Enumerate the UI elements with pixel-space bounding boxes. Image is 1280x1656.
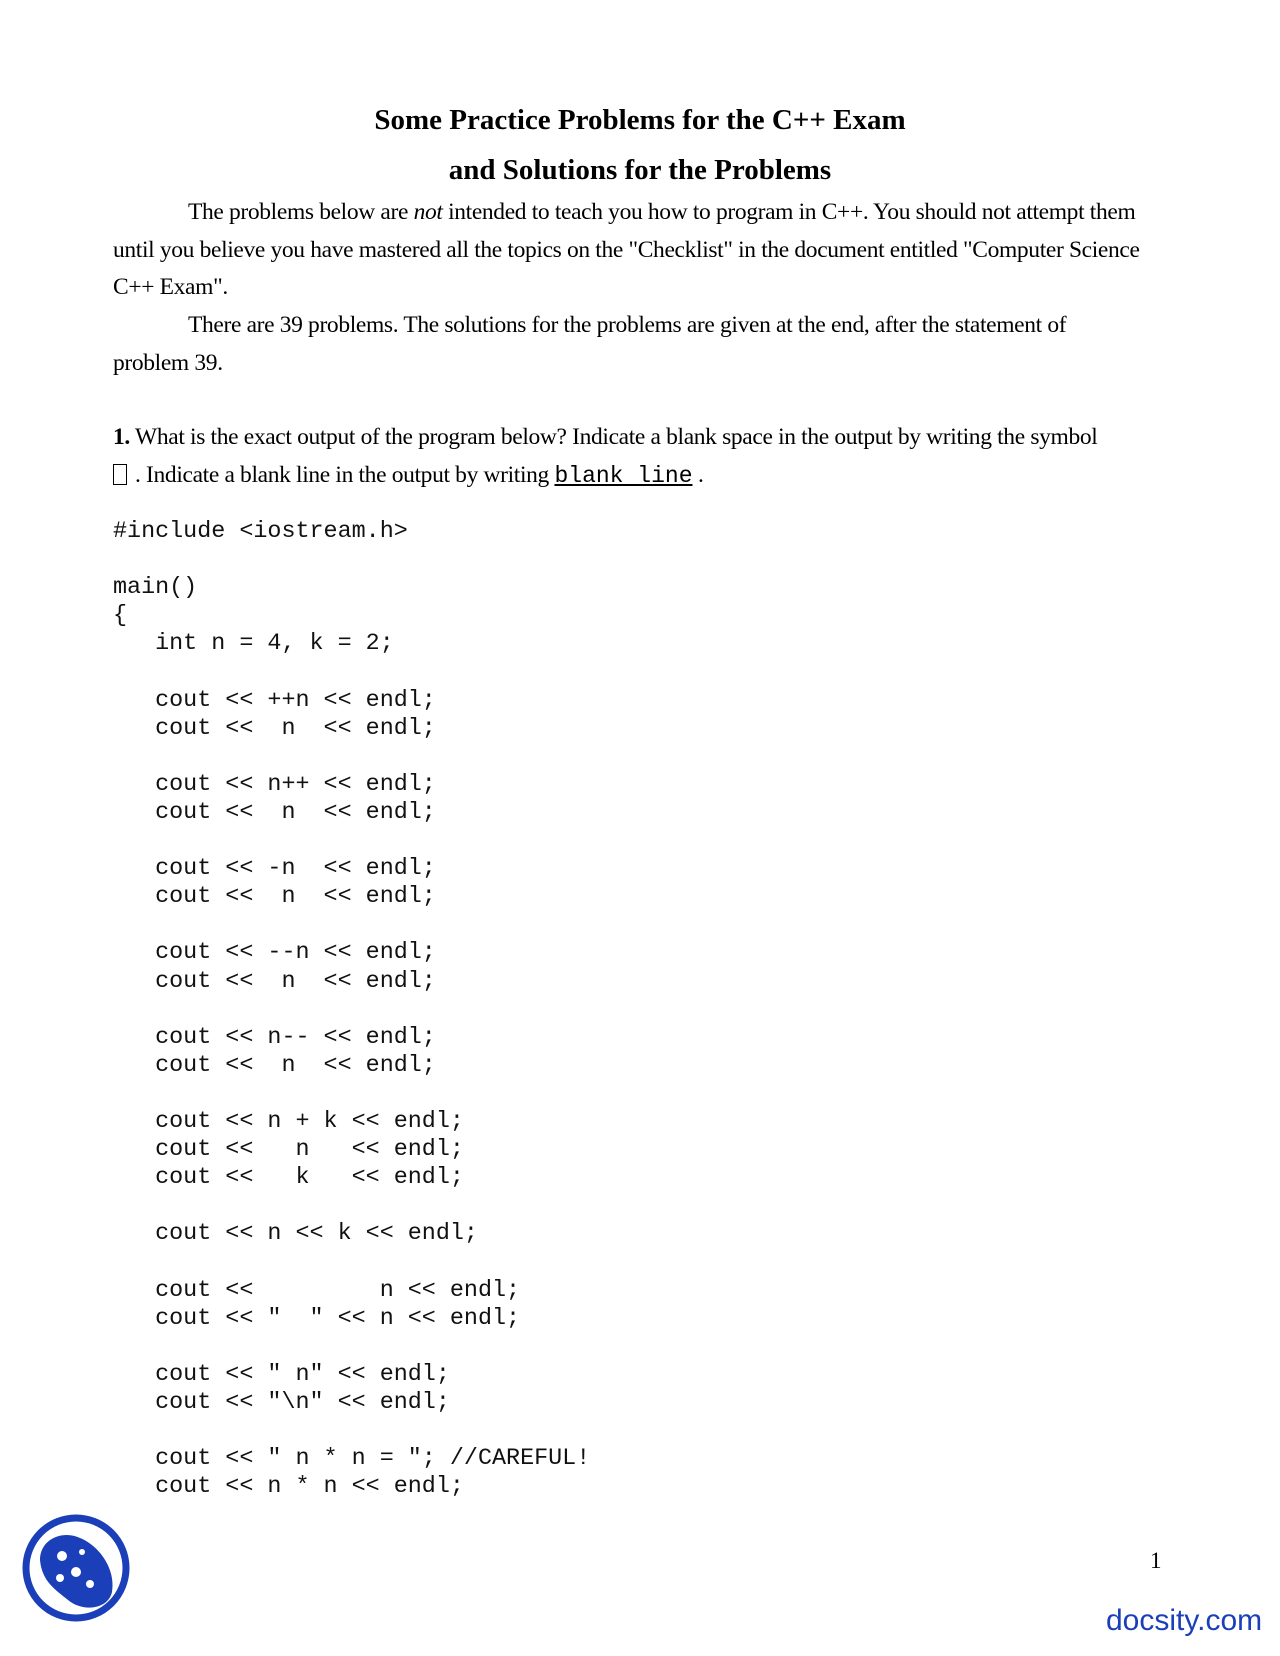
- code-line: [113, 1248, 590, 1276]
- code-line: cout << n++ << endl;: [113, 771, 436, 798]
- code-line: main(): [113, 575, 198, 602]
- code-line: cout << k << endl;: [113, 1165, 464, 1192]
- code-line: cout << n << k << endl;: [113, 1221, 478, 1248]
- problem-count-text: There are 39 problems. The solutions for the problems are given at the end, after the statement of problem 39.: [113, 312, 1067, 376]
- code-line: #include <iostream.h>: [113, 519, 408, 545]
- code-line: cout << --n << endl;: [113, 940, 436, 967]
- intro-text-end: intended to teach you how to program in C++. You should not attempt them until you believe you have mastered all the topics on the "Checklist" in the document entitled "Computer Science C++ Exam".: [113, 199, 1140, 300]
- problem-1-text-end: .: [692, 461, 704, 488]
- problem-count-paragraph: [113, 307, 1143, 382]
- code-line: cout << n << endl;: [113, 1137, 464, 1164]
- code-line: cout << n-- << endl;: [113, 1024, 436, 1051]
- code-line: [113, 827, 590, 855]
- code-line: cout << n << endl;: [113, 968, 436, 995]
- code-line: [113, 1192, 590, 1220]
- code-line: cout << "\n" << endl;: [113, 1389, 450, 1416]
- problem-1-statement: [113, 419, 1163, 495]
- problem-1-text-a: What is the exact output of the program below? Indicate a blank space in the output by writing the symbol: [129, 424, 1098, 450]
- intro-text-start: The problems below are: [188, 199, 414, 225]
- code-line: cout << -n << endl;: [113, 856, 436, 883]
- page-number: 1: [1150, 1548, 1162, 1573]
- code-line: {: [113, 603, 128, 630]
- code-line: cout << " " << n << endl;: [113, 1305, 521, 1332]
- code-line: int n = 4, k = 2;: [113, 631, 394, 658]
- problem-1-text-b: . Indicate a blank line in the output by writing: [135, 461, 555, 488]
- code-line: [113, 546, 590, 574]
- code-listing: [113, 518, 590, 1501]
- code-line: cout << " n * n = "; //CAREFUL!: [113, 1446, 591, 1473]
- intro-emphasis: not: [413, 199, 443, 225]
- code-line: [113, 996, 590, 1024]
- code-line: cout << n << endl;: [113, 1277, 521, 1304]
- document-title-line-1: Some Practice Problems for the C++ Exam: [374, 104, 906, 136]
- code-line: cout << n * n << endl;: [113, 1474, 464, 1501]
- code-line: [113, 658, 590, 686]
- code-line: [113, 911, 590, 939]
- code-line: cout << n << endl;: [113, 799, 436, 826]
- problem-1-number: 1.: [113, 424, 130, 450]
- blank-space-symbol-icon: [113, 464, 127, 485]
- code-line: [113, 1333, 590, 1361]
- code-line: cout << n << endl;: [113, 715, 436, 742]
- blank-line-code: blank line: [554, 462, 693, 489]
- code-line: cout << n << endl;: [113, 1052, 436, 1079]
- code-line: [113, 743, 590, 771]
- docsity-logo-icon: [20, 1512, 132, 1624]
- code-line: [113, 1080, 590, 1108]
- intro-paragraph: [113, 194, 1143, 307]
- code-line: cout << n + k << endl;: [113, 1108, 464, 1135]
- code-line: cout << ++n << endl;: [113, 687, 436, 714]
- docsity-brand-text: docsity.com: [1106, 1604, 1263, 1637]
- code-line: cout << " n" << endl;: [113, 1361, 450, 1388]
- code-line: [113, 1417, 590, 1445]
- document-title-line-2: and Solutions for the Problems: [448, 154, 832, 186]
- code-line: cout << n << endl;: [113, 884, 436, 911]
